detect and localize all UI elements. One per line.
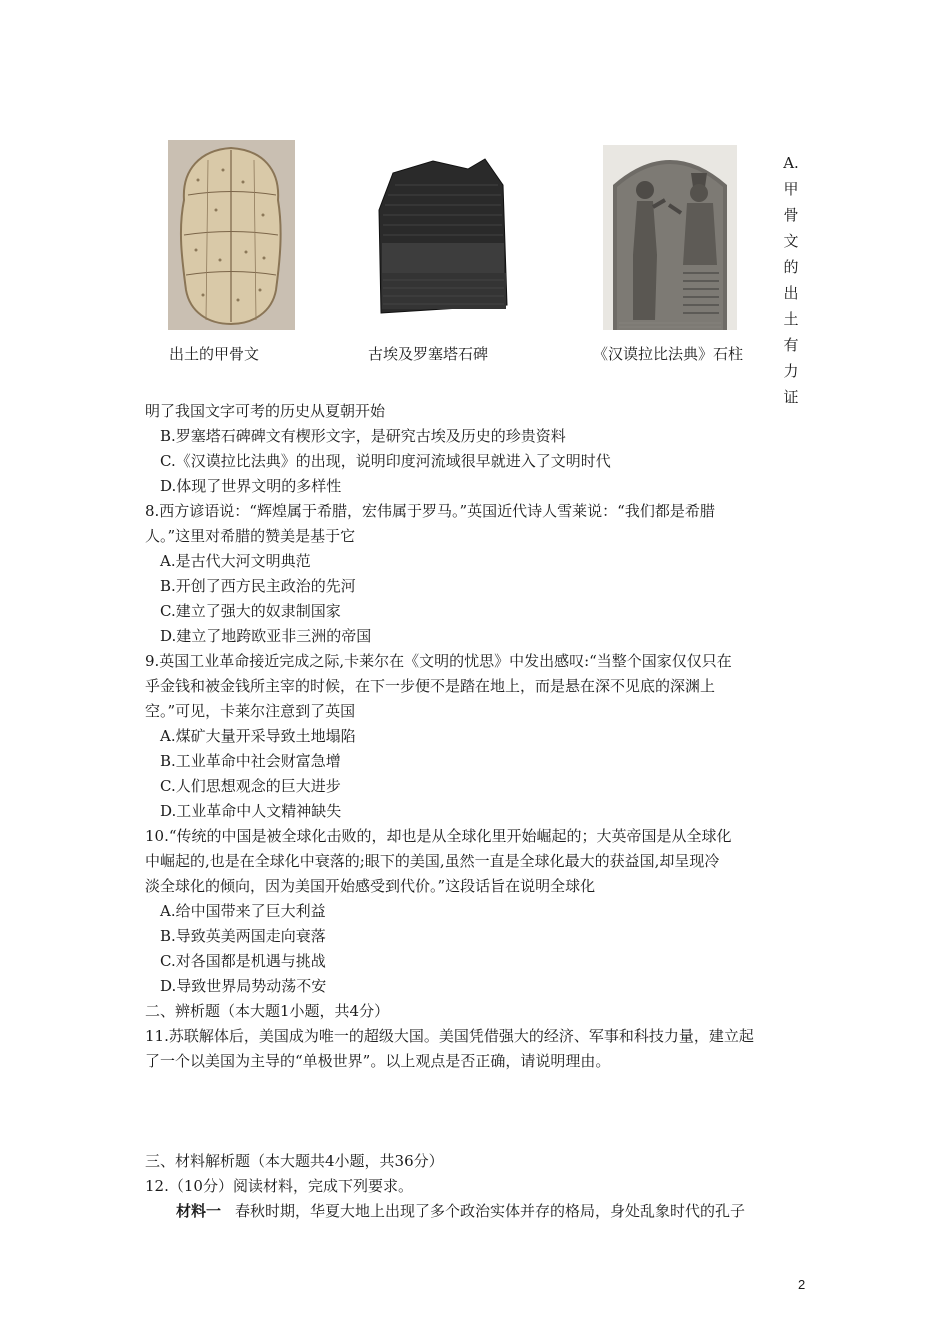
q7-option-a-continued: 明了我国文字可考的历史从夏朝开始 — [145, 402, 386, 420]
caption-hammurabi: 《汉谟拉比法典》石柱 — [593, 345, 744, 363]
q8-option-d: D.建立了地跨欧亚非三洲的帝国 — [160, 627, 372, 645]
vertical-char: 土 — [783, 310, 799, 328]
q8-stem-line1: 8.西方谚语说：“辉煌属于希腊，宏伟属于罗马。”英国近代诗人雪莱说：“我们都是希腊 — [145, 502, 715, 520]
material-one-label: 材料一 — [176, 1202, 222, 1220]
q8-option-c: C.建立了强大的奴隶制国家 — [160, 602, 341, 620]
q10-option-c: C.对各国都是机遇与挑战 — [160, 952, 326, 970]
hammurabi-stele-illustration — [603, 145, 737, 330]
q11-line2: 了一个以美国为主导的“单极世界”。以上观点是否正确，请说明理由。 — [145, 1052, 611, 1070]
q7-option-b: B.罗塞塔石碑碑文有楔形文字，是研究古埃及历史的珍贵资料 — [160, 427, 566, 445]
vertical-char: 出 — [783, 284, 799, 302]
vertical-char: 骨 — [783, 206, 799, 224]
q10-option-d: D.导致世界局势动荡不安 — [160, 977, 327, 995]
q7-option-d: D.体现了世界文明的多样性 — [160, 477, 342, 495]
q7-option-c: C.《汉谟拉比法典》的出现，说明印度河流域很早就进入了文明时代 — [160, 452, 611, 470]
caption-rosetta-stone: 古埃及罗塞塔石碑 — [368, 345, 489, 363]
vertical-char: 证 — [783, 388, 799, 406]
q8-option-a: A.是古代大河文明典范 — [160, 552, 311, 570]
vertical-char: 力 — [783, 362, 799, 380]
vertical-char: 的 — [783, 258, 799, 276]
material-one-line — [176, 1200, 745, 1221]
vertical-char: A. — [783, 154, 799, 172]
q10-stem-line1: 10.“传统的中国是被全球化击败的，却也是从全球化里开始崛起的；大英帝国是从全球化 — [145, 827, 732, 845]
q9-option-b: B.工业革命中社会财富急增 — [160, 752, 341, 770]
q10-stem-line3: 淡全球化的倾向，因为美国开始感受到代价。”这段话旨在说明全球化 — [145, 877, 596, 895]
q8-stem-line2: 人。”这里对希腊的赞美是基于它 — [145, 527, 356, 545]
material-one-text: 春秋时期，华夏大地上出现了多个政治实体并存的格局，身处乱象时代的孔子 — [235, 1202, 746, 1220]
q9-stem-line1: 9.英国工业革命接近完成之际,卡莱尔在《文明的忧思》中发出感叹:“当整个国家仅仅只在 — [145, 652, 732, 670]
oracle-bone-illustration — [168, 140, 295, 330]
q10-option-a: A.给中国带来了巨大利益 — [160, 902, 326, 920]
rosetta-stone-image — [373, 155, 513, 318]
q7-option-a-vertical — [781, 150, 801, 410]
q10-stem-line2: 中崛起的,也是在全球化中衰落的;眼下的美国,虽然一直是全球化最大的获益国,却呈现冷 — [145, 852, 720, 870]
vertical-char: 甲 — [783, 180, 799, 198]
caption-oracle-bone: 出土的甲骨文 — [169, 345, 260, 363]
q9-option-a: A.煤矿大量开采导致土地塌陷 — [160, 727, 356, 745]
q9-option-c: C.人们思想观念的巨大进步 — [160, 777, 341, 795]
hammurabi-stele-image — [603, 145, 737, 330]
q9-stem-line3: 空。”可见，卡莱尔注意到了英国 — [145, 702, 356, 720]
rosetta-stone-illustration — [373, 155, 513, 318]
q8-option-b: B.开创了西方民主政治的先河 — [160, 577, 356, 595]
oracle-bone-image — [168, 140, 295, 330]
q9-option-d: D.工业革命中人文精神缺失 — [160, 802, 342, 820]
q11-line1: 11.苏联解体后，美国成为唯一的超级大国。美国凭借强大的经济、军事和科技力量，建立起 — [145, 1027, 754, 1045]
section3-heading: 三、材料解析题（本大题共4小题，共36分） — [145, 1152, 444, 1170]
q12-prompt: 12.（10分）阅读材料，完成下列要求。 — [145, 1177, 413, 1195]
q10-option-b: B.导致英美两国走向衰落 — [160, 927, 326, 945]
q9-stem-line2: 乎金钱和被金钱所主宰的时候，在下一步便不是踏在地上，而是悬在深不见底的深渊上 — [145, 677, 716, 695]
vertical-char: 有 — [783, 336, 799, 354]
page-number: 2 — [798, 1277, 806, 1292]
vertical-char: 文 — [783, 232, 799, 250]
section2-heading: 二、辨析题（本大题1小题，共4分） — [145, 1002, 390, 1020]
